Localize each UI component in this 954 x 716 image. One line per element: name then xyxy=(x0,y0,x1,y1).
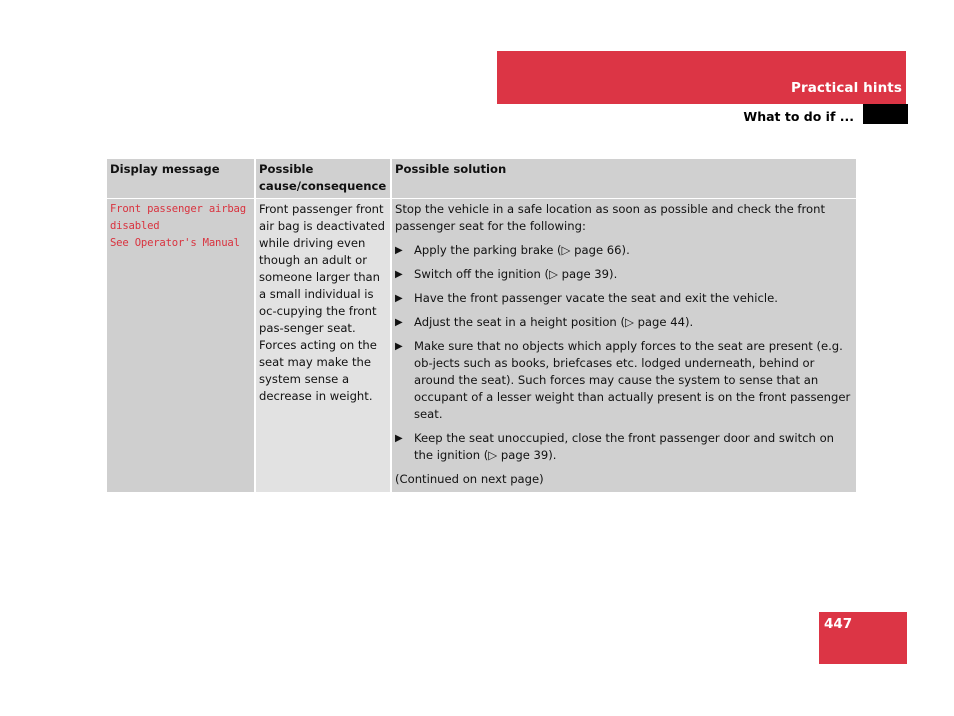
display-message-line: disabled xyxy=(110,220,160,232)
cause-cell: Front passenger front air bag is deactivated while driving even though an adult or someone larger than a small individual is oc-cupying the front pas-senger seat. Forces acting on the seat may make the system sense a decrease in weight. xyxy=(254,199,390,492)
display-message-cell xyxy=(107,199,254,492)
solution-intro: Stop the vehicle in a safe location as soon as possible and check the front passenger seat for the following: xyxy=(395,202,825,233)
table-header-row xyxy=(107,159,856,199)
list-item xyxy=(395,430,853,464)
list-item xyxy=(395,242,853,259)
bullet-arrow-icon: ▶ xyxy=(395,269,403,280)
solution-step-text: Have the front passenger vacate the seat and exit the vehicle. xyxy=(414,291,778,305)
display-message-line: Front passenger airbag xyxy=(110,203,246,215)
troubleshooting-table xyxy=(107,159,856,492)
list-item xyxy=(395,314,853,331)
header-banner xyxy=(497,51,906,104)
list-item xyxy=(395,338,853,423)
column-header-display-message: Display message xyxy=(107,159,254,199)
bullet-arrow-icon: ▶ xyxy=(395,341,403,352)
solution-step-text: Adjust the seat in a height position (▷ page 44). xyxy=(414,315,694,329)
bullet-arrow-icon: ▶ xyxy=(395,293,403,304)
table-row xyxy=(107,199,856,492)
continued-note: (Continued on next page) xyxy=(395,472,544,486)
bullet-arrow-icon: ▶ xyxy=(395,317,403,328)
solution-step-text: Make sure that no objects which apply forces to the seat are present (e.g. ob-jects such as books, briefcases etc. lodged underneath, behind or around the seat). Such forces may cause the system to sense that an occupant of a lesser weight than actually present is on the front passenger seat. xyxy=(414,339,851,421)
section-marker xyxy=(863,104,908,124)
solution-steps-list xyxy=(395,242,853,464)
display-message-line: See Operator's Manual xyxy=(110,237,240,249)
page-number: 447 xyxy=(824,616,853,632)
section-title: Practical hints xyxy=(790,80,902,96)
list-item xyxy=(395,290,853,307)
bullet-arrow-icon: ▶ xyxy=(395,433,403,444)
list-item xyxy=(395,266,853,283)
subsection-title: What to do if ... xyxy=(743,109,854,124)
bullet-arrow-icon: ▶ xyxy=(395,245,403,256)
solution-step-text: Apply the parking brake (▷ page 66). xyxy=(414,243,630,257)
solution-step-text: Keep the seat unoccupied, close the front passenger door and switch on the ignition (▷ page 39). xyxy=(414,431,835,462)
solution-step-text: Switch off the ignition (▷ page 39). xyxy=(414,267,618,281)
column-header-cause: Possible cause/consequence xyxy=(254,159,390,199)
column-header-solution: Possible solution xyxy=(390,159,856,199)
solution-cell xyxy=(390,199,856,492)
